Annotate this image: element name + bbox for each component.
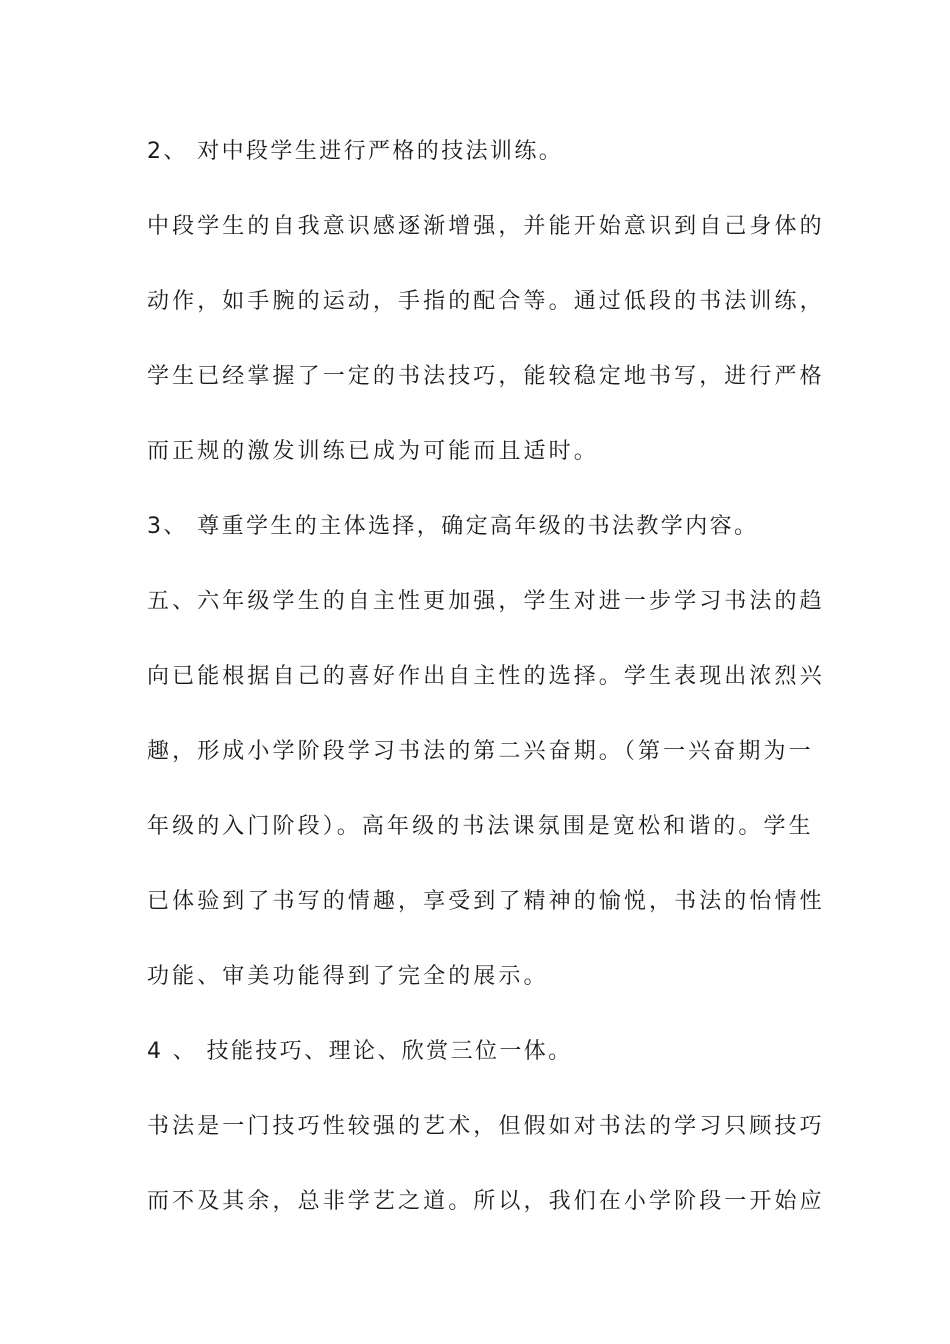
paragraph-line: 动作，如手腕的运动，手指的配合等。通过低段的书法训练， (147, 289, 825, 314)
paragraph-line: 已体验到了书写的情趣，享受到了精神的愉悦，书法的怡情性 (147, 889, 825, 914)
paragraph-line: 功能、审美功能得到了完全的展示。 (147, 964, 549, 989)
section-heading-3: 3、 尊重学生的主体选择，确定高年级的书法教学内容。 (147, 514, 759, 539)
paragraph-line: 中段学生的自我意识感逐渐增强，并能开始意识到自己身体的 (147, 214, 825, 239)
paragraph-line: 五、六年级学生的自主性更加强，学生对进一步学习书法的趋 (147, 589, 825, 614)
section-heading-4: 4 、 技能技巧、理论、欣赏三位一体。 (147, 1039, 573, 1064)
paragraph-line: 向已能根据自己的喜好作出自主性的选择。学生表现出浓烈兴 (147, 664, 825, 689)
paragraph-line: 学生已经掌握了一定的书法技巧，能较稳定地书写，进行严格 (147, 364, 825, 389)
section-heading-2: 2、 对中段学生进行严格的技法训练。 (147, 139, 564, 164)
paragraph-line: 书法是一门技巧性较强的艺术，但假如对书法的学习只顾技巧 (147, 1114, 825, 1139)
paragraph-line: 年级的入门阶段）。高年级的书法课氛围是宽松和谐的。学生 (147, 814, 814, 839)
paragraph-line: 而不及其余，总非学艺之道。所以，我们在小学阶段一开始应 (147, 1189, 825, 1214)
paragraph-line: 而正规的激发训练已成为可能而且适时。 (147, 439, 599, 464)
paragraph-line: 趣，形成小学阶段学习书法的第二兴奋期。（第一兴奋期为一 (147, 739, 814, 764)
